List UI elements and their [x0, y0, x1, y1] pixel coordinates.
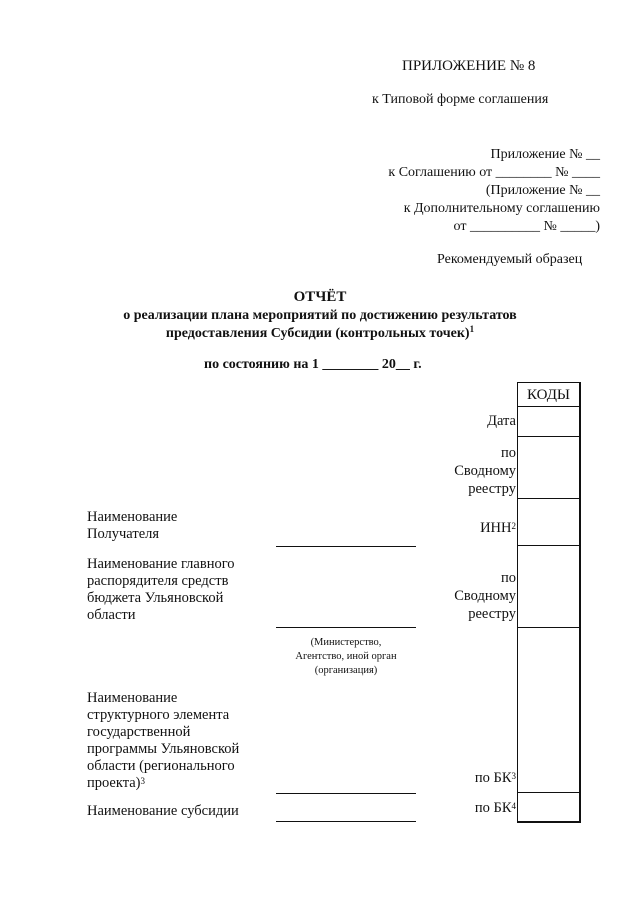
agreement-line-5: от __________ № _____): [453, 219, 600, 234]
structural-label-last: проекта): [87, 775, 141, 791]
registry-code-label-1-line: по: [500, 445, 516, 461]
agreement-line-2: к Соглашению от ________ № ____: [388, 165, 600, 180]
structural-label-line: государственной: [87, 724, 191, 740]
registry-code-label-2-line: по: [500, 570, 516, 586]
codes-divider: [517, 545, 580, 546]
codes-divider: [517, 436, 580, 437]
report-date-line: по состоянию на 1 ________ 20__ г.: [204, 357, 422, 372]
registry-code-label-2-line: Сводному: [454, 588, 516, 604]
codes-divider: [517, 627, 580, 628]
agreement-line-4: к Дополнительному соглашению: [403, 201, 600, 216]
report-subtitle-2-text: предоставления Субсидии (контрольных точек): [165, 326, 470, 341]
report-title: ОТЧЁТ: [293, 289, 347, 305]
recipient-label-line: Наименование: [87, 509, 178, 525]
report-subtitle-1: о реализации плана мероприятий по достижению результатов: [123, 308, 517, 323]
recipient-underline[interactable]: [276, 546, 416, 547]
registry-code-label-1-line: Сводному: [454, 463, 516, 479]
structural-label-line: Наименование: [87, 690, 178, 706]
codes-divider: [517, 498, 580, 499]
codes-header: КОДЫ: [517, 382, 581, 407]
registry-code-label-2: [454, 569, 516, 623]
subsidy-underline[interactable]: [276, 821, 416, 822]
registry-code-label-1: [454, 444, 516, 498]
inn-code-label-text: ИНН: [480, 520, 512, 536]
footnote-2: 2: [511, 521, 516, 531]
ministry-hint-line: Агентство, иной орган: [295, 651, 397, 662]
bk-code-label-1: [475, 770, 516, 787]
structural-underline[interactable]: [276, 793, 416, 794]
agreement-block: [388, 146, 600, 236]
agreement-line-3: (Приложение № __: [485, 183, 600, 198]
footnote-1: 1: [469, 324, 475, 334]
date-code-label: Дата: [487, 413, 516, 429]
codes-column: [517, 382, 581, 823]
recommended-sample: Рекомендуемый образец: [437, 252, 583, 267]
footnote-3: 3: [140, 776, 146, 786]
bk-code-label-2: [475, 800, 516, 817]
appendix-to: к Типовой форме соглашения: [372, 92, 549, 107]
ministry-hint: [276, 636, 416, 678]
structural-label-line: структурного элемента: [87, 707, 230, 723]
codes-divider: [517, 406, 580, 407]
subsidy-label: Наименование субсидии: [87, 803, 239, 819]
manager-label-line: Наименование главного: [87, 556, 235, 572]
agreement-line-1: Приложение № __: [490, 147, 600, 162]
footnote-4: 4: [511, 801, 516, 811]
bk-code-label-2-text: по БК: [474, 800, 512, 816]
structural-label-line: программы Ульяновской: [87, 741, 240, 757]
registry-code-label-1-line: реестру: [468, 481, 516, 497]
manager-label-line: распорядителя средств: [87, 573, 229, 589]
inn-code-label: [480, 520, 516, 537]
structural-element-label: [87, 690, 239, 792]
ministry-hint-line: (организация): [314, 665, 378, 676]
registry-code-label-2-line: реестру: [468, 606, 516, 622]
manager-label-line: области: [87, 607, 136, 623]
recipient-label: [87, 509, 177, 543]
report-subtitle-2: [0, 326, 640, 342]
manager-underline[interactable]: [276, 627, 416, 628]
structural-label-line: [87, 775, 239, 792]
manager-label: [87, 556, 235, 624]
appendix-number: ПРИЛОЖЕНИЕ № 8: [402, 58, 536, 74]
footnote-3: 3: [511, 771, 516, 781]
bk-code-label-1-text: по БК: [474, 770, 512, 786]
recipient-label-line: Получателя: [87, 526, 160, 542]
codes-divider: [517, 792, 580, 793]
manager-label-line: бюджета Ульяновской: [87, 590, 224, 606]
ministry-hint-line: (Министерство,: [310, 637, 382, 648]
structural-label-line: области (регионального: [87, 758, 235, 774]
